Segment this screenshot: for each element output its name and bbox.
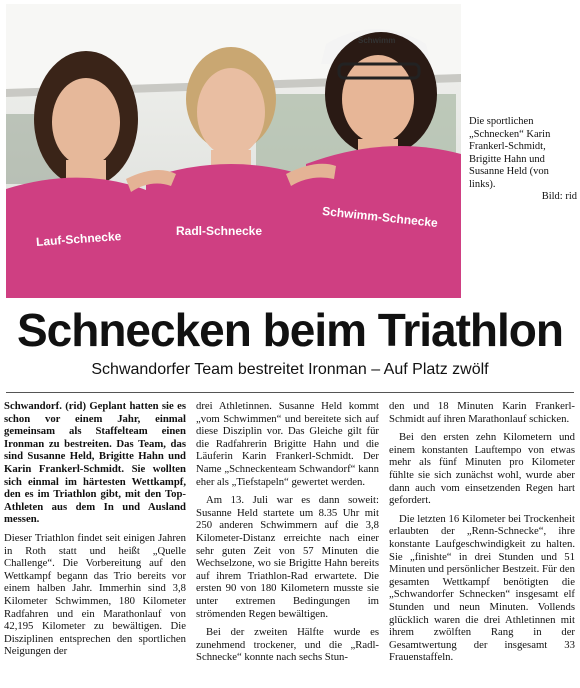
paragraph: drei Athletinnen. Susanne Held kommt „vom Schwimmen“ und bereitete sich auf diese Disziplin vor. Das Gleiche gilt für die Radfahrerin Brigitte Hahn und die Läuferin Karin Frankerl-Schmidt. Der Name „Schneckenteam Schwandorf“ kann eher als „Tiefstapeln“ gewertet werden. — [196, 400, 379, 488]
paragraph: Die letzten 16 Kilometer bei Trockenheit erlaubten der „Renn-Schnecke“, ihre konstante Laufgeschwindigkeit zu halten. Sie „finishte“ in drei Stunden und 51 Minuten und persönlicher Bestzeit. Für den gesamten Wettkampf benötigten die „Schwandorfer Schnecken“ insgesamt elf Stunden und neun Minuten. Vollends glücklich waren die drei Athletinnen mit ihrem zwölften Rang in der Gesamtwertung der insgesamt 33 Frauenstaffeln. — [389, 512, 575, 664]
divider — [6, 392, 574, 393]
paragraph: Bei den ersten zehn Kilometern und einem konstanten Lauftempo von etwas mehr als fünf Minuten pro Kilometer fühlte sie sich zunächst wohl, wurde aber dann auch vom einsetzenden Regen hart gefordert. — [389, 431, 575, 507]
article-headline: Schnecken beim Triathlon — [16, 304, 564, 356]
team-photo-illustration — [6, 4, 461, 298]
article-subhead: Schwandorfer Team bestreitet Ironman – Auf Platz zwölf — [91, 361, 489, 378]
article-column-2 — [196, 400, 379, 670]
article-column-3 — [389, 400, 575, 670]
paragraph: Dieser Triathlon findet seit einigen Jahren in Roth statt und heißt „Quelle Challenge“. Die Vorbereitung auf den Wettkampf begann das Trio bereits vor einem halben Jahr. Immerhin sind 3,8 Kilometer Schwimmen, 180 Kilometer Radfahren und ein Marathonlauf von 42,195 Kilometer zu bewältigen. Die Disziplinen entsprechen den sportlichen Neigungen der — [4, 531, 186, 658]
shirt-label-lauf: Lauf-Schnecke — [35, 229, 122, 249]
photo-caption — [469, 116, 577, 204]
shirt-label-schwimm: Schwimm-Schnecke — [321, 203, 439, 231]
photo-credit: Bild: rid — [541, 191, 577, 202]
shirt-label-radl: Radl-Schnecke — [176, 224, 263, 238]
paragraph: den und 18 Minuten Karin Frankerl-Schmidt auf ihren Marathonlauf schicken. — [389, 400, 575, 425]
team-photo — [6, 4, 461, 298]
paragraph: Bei der zweiten Hälfte wurde es zunehmend trockener, und die „Radl-Schnecke“ konnte nach sechs Stun- — [196, 626, 379, 664]
cap-logo: Schwimm — [358, 36, 396, 45]
caption-text: Die sportlichen „Schnecken“ Karin Frankerl-Schmidt, Brigitte Hahn und Susanne Held (von links). — [469, 116, 551, 190]
paragraph: Am 13. Juli war es dann soweit: Susanne Held startete um 8.35 Uhr mit 250 anderen Schwimmern auf die 3,8 Kilometer-Distanz erreichte nach einer sehr guten Zeit von 57 Minuten die Wechselzone, wo sie Brigitte Hahn bereits auf ihrem Triathlon-Rad erwartete. Die ersten 90 von 180 Kilometern musste sie unter extremen Bedingungen im strömenden Regen bewältigen. — [196, 494, 379, 620]
article-column-1 — [4, 400, 186, 664]
article-lead: Schwandorf. (rid) Geplant hatten sie es schon vor einem Jahr, einmal gemeinsam als Staffelteam einen Ironman zu bestreiten. Das Team, das sind Susanne Held, Brigitte Hahn und Karin Frankerl-Schmidt. Sie wollten sich einmal im härtesten Wettkampf, den es im Triathlon gibt, mit den Top-Athleten aus dem In und Ausland messen. — [4, 400, 186, 526]
